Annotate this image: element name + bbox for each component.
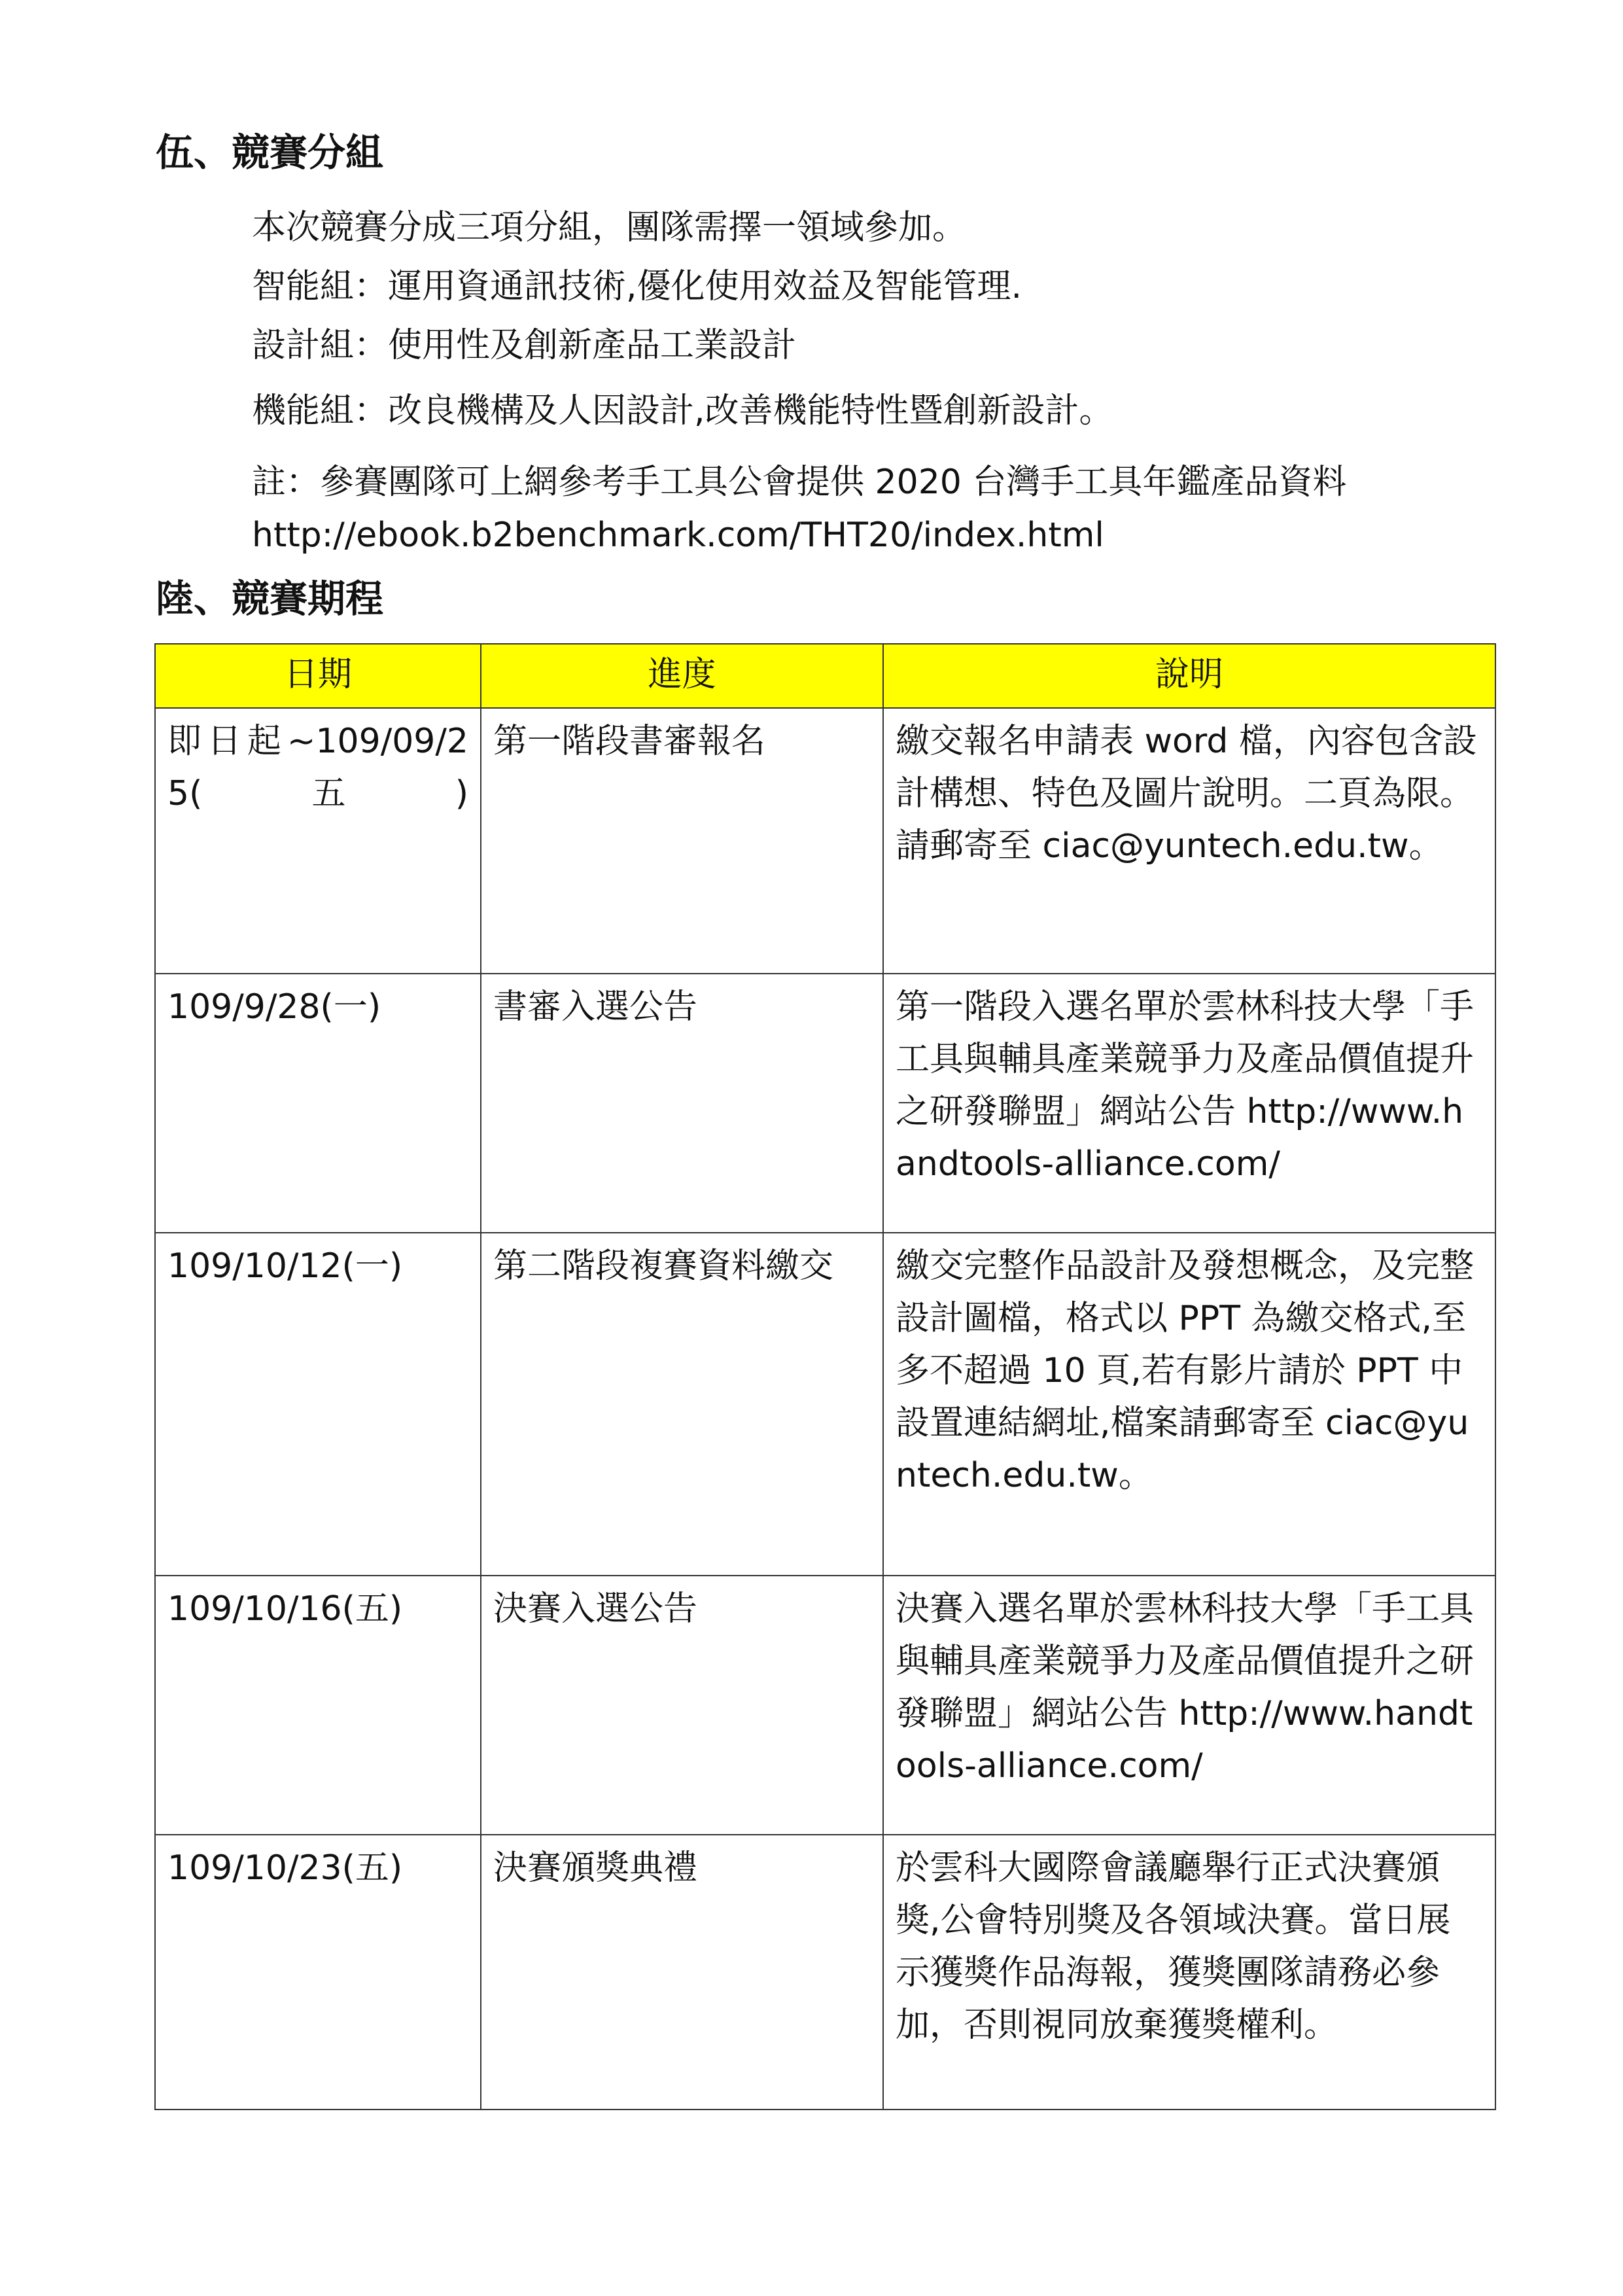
table-header-row [155, 644, 1495, 708]
progress-cell: 第二階段複賽資料繳交 [481, 1233, 883, 1576]
paragraph-line: 機能組：改良機構及人因設計,改善機能特性暨創新設計。 [252, 391, 1113, 431]
description-cell: 第一階段入選名單於雲林科技大學「手工具與輔具產業競爭力及產品價值提升之研發聯盟」網站公告 http://www.handtools-alliance.com/ [883, 974, 1495, 1233]
date-cell: 109/10/16(五) [155, 1576, 481, 1835]
paragraph-line: 設計組：使用性及創新產品工業設計 [252, 326, 797, 365]
table-row [155, 974, 1495, 1233]
paragraph-line: 本次競賽分成三項分組，團隊需擇一領域參加。 [252, 208, 967, 247]
date-cell: 109/10/12(一) [155, 1233, 481, 1576]
schedule-table [154, 643, 1496, 2110]
date-cell: 即日起~109/09/25(五) [155, 708, 481, 974]
date-cell: 109/9/28(一) [155, 974, 481, 1233]
header-date: 日期 [155, 644, 481, 708]
progress-cell: 第一階段書審報名 [481, 708, 883, 974]
table-row [155, 708, 1495, 974]
section-heading: 陸、競賽期程 [156, 576, 384, 621]
progress-cell: 決賽入選公告 [481, 1576, 883, 1835]
note-url: http://ebook.b2benchmark.com/THT20/index.html [252, 516, 1104, 555]
table-row [155, 1576, 1495, 1835]
date-cell: 109/10/23(五) [155, 1835, 481, 2110]
paragraph-line: 智能組：運用資通訊技術,優化使用效益及智能管理. [252, 267, 1022, 306]
progress-cell: 書審入選公告 [481, 974, 883, 1233]
description-cell: 於雲科大國際會議廳舉行正式決賽頒獎,公會特別獎及各領域決賽。當日展示獲獎作品海報，獲獎團隊請務必參加，否則視同放棄獲獎權利。 [883, 1835, 1495, 2110]
section-heading: 伍、競賽分組 [156, 130, 384, 175]
table-row [155, 1835, 1495, 2110]
description-cell: 繳交報名申請表 word 檔，內容包含設計構想、特色及圖片說明。二頁為限。請郵寄至 ciac@yuntech.edu.tw。 [883, 708, 1495, 974]
progress-cell: 決賽頒獎典禮 [481, 1835, 883, 2110]
table-row [155, 1233, 1495, 1576]
description-cell: 決賽入選名單於雲林科技大學「手工具與輔具產業競爭力及產品價值提升之研發聯盟」網站公告 http://www.handtools-alliance.com/ [883, 1576, 1495, 1835]
description-cell: 繳交完整作品設計及發想概念，及完整設計圖檔，格式以 PPT 為繳交格式,至多不超過 10 頁,若有影片請於 PPT 中設置連結網址,檔案請郵寄至 ciac@yuntech.edu.tw。 [883, 1233, 1495, 1576]
note-text: 註：參賽團隊可上網參考手工具公會提供 2020 台灣手工具年鑑產品資料 [252, 463, 1347, 502]
header-progress: 進度 [481, 644, 883, 708]
header-description: 說明 [883, 644, 1495, 708]
